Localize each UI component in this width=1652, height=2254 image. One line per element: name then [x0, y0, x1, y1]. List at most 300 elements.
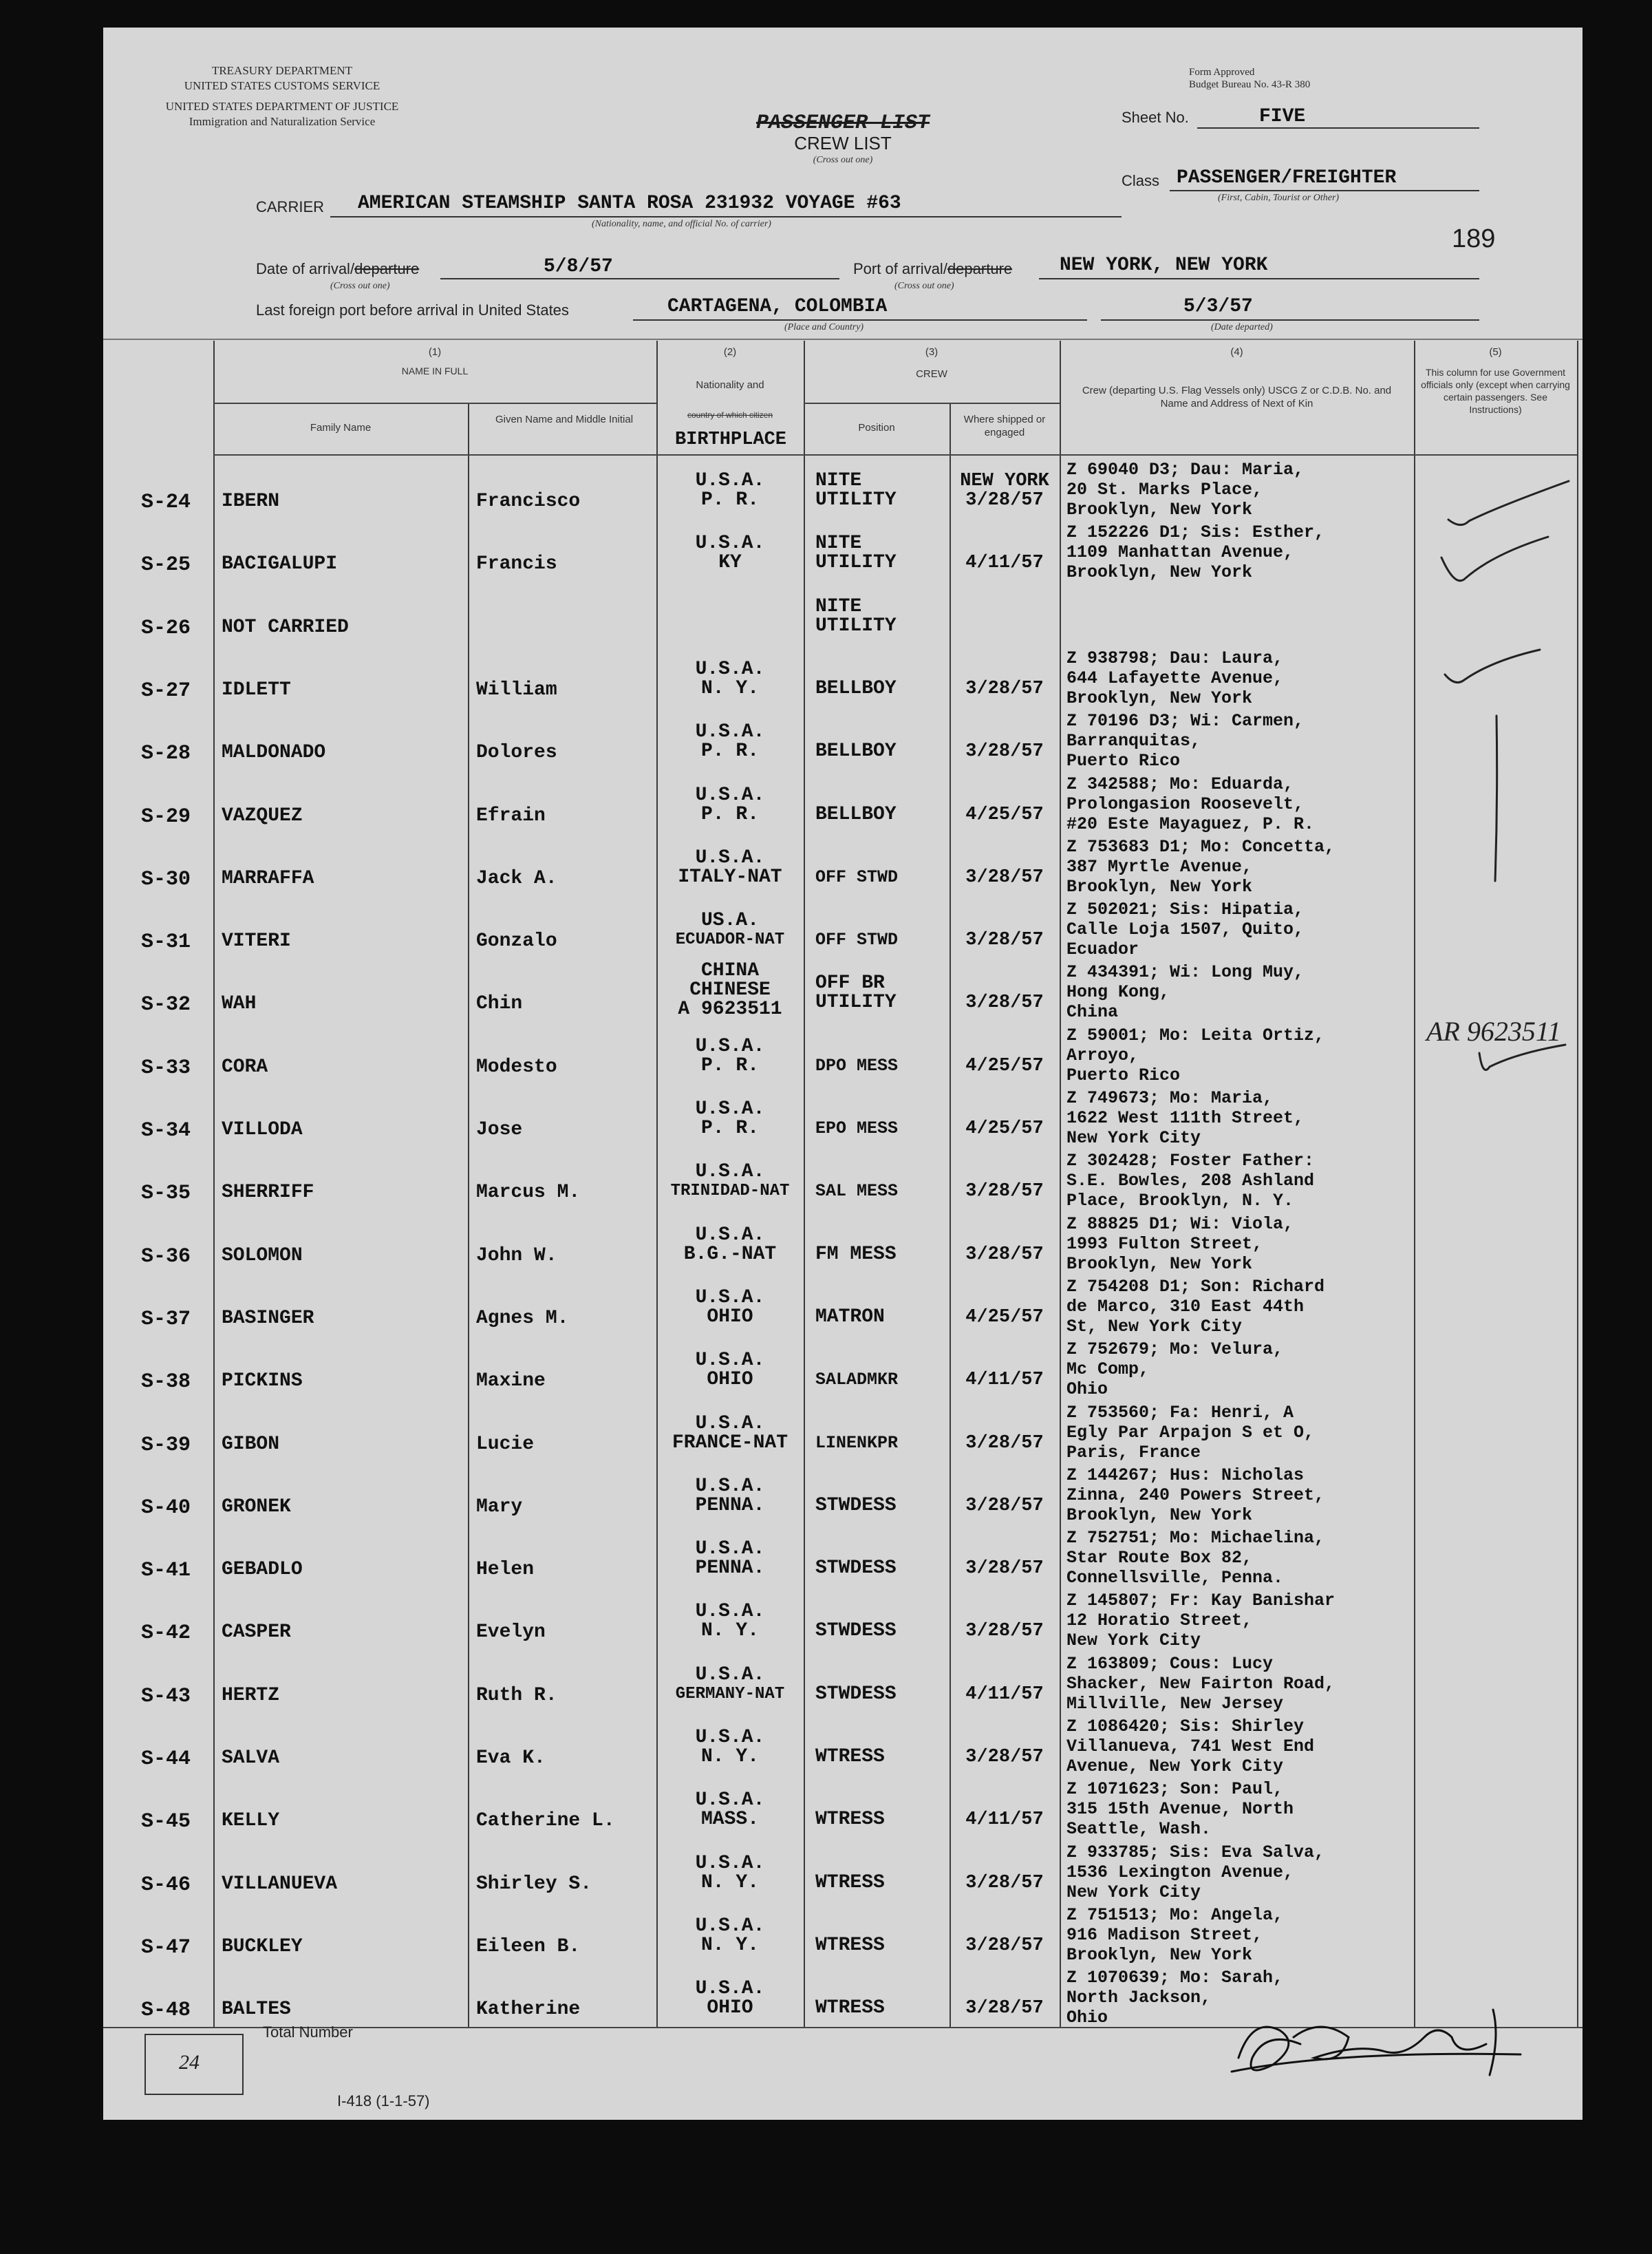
next-of-kin-line: Barranquitas,	[1066, 731, 1201, 751]
given-name: Efrain	[476, 805, 546, 827]
row-number: S-33	[141, 1056, 191, 1080]
nationality-line: MASS.	[700, 1809, 759, 1830]
nationality-line: P. R.	[700, 1055, 759, 1076]
row-number: S-41	[141, 1559, 191, 1582]
next-of-kin-line: Z 938798; Dau: Laura,	[1066, 648, 1284, 668]
budget-bureau: Budget Bureau No. 43-R 380	[1189, 79, 1311, 90]
row-number: S-43	[141, 1685, 191, 1708]
next-of-kin-line: 916 Madison Street,	[1066, 1925, 1263, 1945]
position-line: WTRESS	[815, 1935, 885, 1956]
nationality-line: U.S.A.	[695, 1350, 765, 1371]
col2-title: Nationality and	[696, 379, 764, 391]
next-of-kin-line: St, New York City	[1066, 1317, 1243, 1337]
nationality-line: U.S.A.	[695, 533, 765, 554]
nationality-line: U.S.A.	[695, 1224, 765, 1246]
family-name: BACIGALUPI	[222, 553, 338, 575]
given-name: Modesto	[476, 1056, 557, 1078]
nationality-line: P. R.	[700, 489, 759, 511]
next-of-kin-line: 1109 Manhattan Avenue,	[1066, 542, 1294, 562]
nationality-line: U.S.A.	[695, 1476, 765, 1497]
nationality-line: ECUADOR-NAT	[675, 931, 785, 949]
row-number: S-47	[141, 1936, 191, 1959]
next-of-kin-line: Puerto Rico	[1066, 751, 1181, 771]
nationality-line: U.S.A.	[695, 1601, 765, 1622]
position-line: WTRESS	[815, 1809, 885, 1830]
nationality-line: CHINA	[700, 960, 759, 981]
shipped-line: 3/28/57	[965, 1558, 1044, 1579]
shipped-line: 3/28/57	[965, 741, 1044, 762]
nationality-line: U.S.A.	[695, 785, 765, 806]
nationality-line: N. Y.	[700, 678, 759, 699]
shipped-line: 3/28/57	[965, 1496, 1044, 1516]
position-line: EPO MESS	[815, 1118, 899, 1138]
position-line: OFF STWD	[815, 930, 899, 950]
row-number: S-31	[141, 931, 191, 954]
shipped-line: 3/28/57	[965, 930, 1044, 950]
position-line: DPO MESS	[815, 1056, 899, 1076]
next-of-kin-line: Z 1071623; Son: Paul,	[1066, 1779, 1284, 1799]
given-name: Marcus M.	[476, 1182, 581, 1203]
nationality-line: GERMANY-NAT	[675, 1685, 785, 1703]
col2-number: (2)	[723, 346, 737, 358]
family-name: MALDONADO	[222, 742, 326, 763]
next-of-kin-line: Arroyo,	[1066, 1045, 1139, 1065]
nationality-line: OHIO	[707, 1369, 753, 1390]
given-name: Chin	[476, 993, 523, 1014]
position-line: SALADMKR	[815, 1370, 899, 1390]
next-of-kin-line: Z 754208 D1; Son: Richard	[1066, 1277, 1325, 1297]
next-of-kin-line: New York City	[1066, 1128, 1201, 1148]
shipped-line: 3/28/57	[965, 1433, 1044, 1454]
next-of-kin-line: Brooklyn, New York	[1066, 1945, 1253, 1965]
carrier-label: CARRIER	[256, 198, 325, 215]
agency-justice: UNITED STATES DEPARTMENT OF JUSTICE	[165, 100, 399, 113]
given-name: Catherine L.	[476, 1810, 615, 1831]
row-number: S-39	[141, 1434, 191, 1457]
given-name: Ruth R.	[476, 1685, 557, 1706]
next-of-kin-line: Avenue, New York City	[1066, 1756, 1284, 1776]
family-name: CORA	[222, 1056, 268, 1078]
next-of-kin-line: New York City	[1066, 1630, 1201, 1650]
family-name: VAZQUEZ	[222, 805, 303, 827]
nationality-line: U.S.A.	[695, 1853, 765, 1874]
nationality-line: U.S.A.	[695, 1664, 765, 1686]
next-of-kin-line: Z 749673; Mo: Maria,	[1066, 1088, 1274, 1108]
nationality-line: U.S.A.	[695, 1915, 765, 1937]
col3-number: (3)	[925, 346, 938, 358]
form-number: I-418 (1-1-57)	[337, 2092, 430, 2109]
port-label: Port of arrival/departure	[853, 260, 1013, 277]
agency-customs: UNITED STATES CUSTOMS SERVICE	[184, 79, 380, 92]
next-of-kin-line: 1993 Fulton Street,	[1066, 1234, 1263, 1254]
family-name: IBERN	[222, 491, 280, 512]
shipped-line: 3/28/57	[965, 1244, 1044, 1265]
nationality-line: FRANCE-NAT	[672, 1432, 789, 1454]
next-of-kin-line: New York City	[1066, 1882, 1201, 1902]
nationality-line: N. Y.	[700, 1935, 759, 1956]
nationality-line: P. R.	[700, 1118, 759, 1139]
next-of-kin-line: Z 69040 D3; Dau: Maria,	[1066, 460, 1305, 480]
col4-title: Crew (departing U.S. Flag Vessels only) USCG Z or C.D.B. No. and Name and Address of Next of Kin	[1082, 385, 1392, 410]
family-name: WAH	[222, 993, 257, 1014]
agency-treasury: TREASURY DEPARTMENT	[211, 64, 353, 77]
position-line: UTILITY	[815, 489, 897, 511]
position-line: WTRESS	[815, 1746, 885, 1767]
nationality-line: US.A.	[700, 910, 759, 931]
nationality-line: P. R.	[700, 741, 759, 762]
checkmark-icon	[1445, 650, 1540, 683]
nationality-line: N. Y.	[700, 1620, 759, 1641]
nationality-line: TRINIDAD-NAT	[670, 1182, 790, 1200]
row-number: S-24	[141, 491, 191, 514]
position-line: WTRESS	[815, 1872, 885, 1893]
position-line: OFF BR	[815, 972, 885, 994]
family-name: SALVA	[222, 1747, 280, 1769]
next-of-kin-line: Puerto Rico	[1066, 1065, 1181, 1085]
next-of-kin-line: de Marco, 310 East 44th	[1066, 1297, 1305, 1317]
shipped-line: 3/28/57	[965, 992, 1044, 1013]
given-name: Dolores	[476, 742, 557, 763]
row-number: S-32	[141, 993, 191, 1017]
family-name: VILLANUEVA	[222, 1873, 338, 1895]
nationality-line: U.S.A.	[695, 1789, 765, 1811]
next-of-kin-line: 1536 Lexington Avenue,	[1066, 1862, 1294, 1882]
next-of-kin-line: Mc Comp,	[1066, 1359, 1150, 1379]
given-name: Katherine	[476, 1999, 581, 2020]
next-of-kin-line: Brooklyn, New York	[1066, 1254, 1253, 1274]
crew-list-sheet	[103, 28, 1583, 2120]
carrier-note: (Nationality, name, and official No. of carrier)	[592, 219, 771, 229]
family-name: KELLY	[222, 1810, 280, 1831]
next-of-kin-line: Connellsville, Penna.	[1066, 1568, 1284, 1588]
col2-birthplace: BIRTHPLACE	[674, 429, 787, 450]
position-line: NITE	[815, 533, 862, 554]
passenger-list-struck: PASSENGER LIST	[755, 111, 930, 135]
total-value: 24	[179, 2051, 200, 2074]
row-number: S-25	[141, 553, 191, 577]
nationality-line: PENNA.	[695, 1495, 765, 1516]
col2-struck: country of which citizen	[687, 410, 773, 420]
next-of-kin-line: 1622 West 111th Street,	[1066, 1108, 1305, 1128]
col4-number: (4)	[1230, 346, 1243, 358]
next-of-kin-line: Z 752679; Mo: Velura,	[1066, 1339, 1284, 1359]
position-line: BELLBOY	[815, 804, 897, 825]
next-of-kin-line: 315 15th Avenue, North	[1066, 1799, 1294, 1819]
next-of-kin-line: Z 751513; Mo: Angela,	[1066, 1905, 1284, 1925]
col3-position-header: Position	[858, 422, 895, 434]
port-value: NEW YORK, NEW YORK	[1060, 255, 1268, 276]
next-of-kin-line: Z 502021; Sis: Hipatia,	[1066, 900, 1305, 919]
nationality-line: U.S.A.	[695, 1036, 765, 1057]
next-of-kin-line: Seattle, Wash.	[1066, 1819, 1212, 1839]
next-of-kin-line: Brooklyn, New York	[1066, 1505, 1253, 1525]
given-name: Francisco	[476, 491, 581, 512]
shipped-line: 4/11/57	[965, 1370, 1044, 1390]
col3-where-header: Where shipped or engaged	[963, 414, 1046, 438]
nationality-line: U.S.A.	[695, 1098, 765, 1120]
shipped-line: 4/25/57	[965, 1118, 1044, 1139]
official-signature	[1211, 1996, 1569, 2099]
row-number: S-48	[141, 1999, 191, 2022]
next-of-kin-line: Brooklyn, New York	[1066, 500, 1253, 520]
given-name: Francis	[476, 553, 557, 575]
shipped-line: 4/25/57	[965, 1056, 1044, 1076]
given-name: John W.	[476, 1245, 557, 1266]
family-name: BASINGER	[222, 1308, 314, 1329]
given-name: Mary	[476, 1496, 523, 1518]
nationality-line: U.S.A.	[695, 1978, 765, 1999]
lastport-value: CARTAGENA, COLOMBIA	[667, 296, 888, 317]
shipped-line: 4/11/57	[965, 553, 1044, 573]
nationality-line: U.S.A.	[695, 721, 765, 743]
next-of-kin-line: Brooklyn, New York	[1066, 562, 1253, 582]
nationality-line: U.S.A.	[695, 659, 765, 680]
family-name: IDLETT	[222, 679, 291, 701]
shipped-line: 3/28/57	[965, 1621, 1044, 1641]
nationality-line: ITALY-NAT	[678, 866, 782, 888]
next-of-kin-line: Place, Brooklyn, N. Y.	[1066, 1191, 1294, 1211]
position-line: SAL MESS	[815, 1181, 899, 1201]
form-approved: Form Approved	[1189, 67, 1255, 78]
row-number: S-44	[141, 1747, 191, 1771]
class-label: Class	[1122, 172, 1160, 189]
next-of-kin-line: Z 88825 D1; Wi: Viola,	[1066, 1214, 1294, 1234]
next-of-kin-line: Z 753560; Fa: Henri, A	[1066, 1403, 1294, 1423]
row-number: S-26	[141, 617, 191, 640]
shipped-line: 4/11/57	[965, 1684, 1044, 1705]
given-name: Eva K.	[476, 1747, 546, 1769]
family-name: SOLOMON	[222, 1245, 303, 1266]
position-line: BELLBOY	[815, 678, 897, 699]
next-of-kin-line: Z 342588; Mo: Eduarda,	[1066, 774, 1294, 794]
next-of-kin-line: Prolongasion Roosevelt,	[1066, 794, 1305, 814]
arrival-note: (Cross out one)	[330, 281, 390, 291]
next-of-kin-line: China	[1066, 1002, 1119, 1022]
col1-given-header: Given Name and Middle Initial	[495, 414, 634, 425]
given-name: Agnes M.	[476, 1308, 569, 1329]
given-name: Gonzalo	[476, 931, 557, 952]
position-line: STWDESS	[815, 1683, 897, 1705]
next-of-kin-line: Z 1086420; Sis: Shirley	[1066, 1716, 1305, 1736]
next-of-kin-line: Z 145807; Fr: Kay Banishar	[1066, 1591, 1335, 1610]
row-number: S-34	[141, 1119, 191, 1142]
nationality-line: U.S.A.	[695, 470, 765, 491]
shipped-line: 3/28/57	[965, 1873, 1044, 1893]
nationality-line: U.S.A.	[695, 847, 765, 869]
row-number: S-40	[141, 1496, 191, 1520]
nationality-line: U.S.A.	[695, 1727, 765, 1748]
government-checkmarks	[1414, 454, 1577, 2027]
family-name: BALTES	[222, 1999, 291, 2020]
given-name: Maxine	[476, 1370, 546, 1392]
row-number: S-46	[141, 1873, 191, 1897]
next-of-kin-line: Ohio	[1066, 1379, 1108, 1399]
checkmark-icon	[1448, 481, 1569, 525]
next-of-kin-line: North Jackson,	[1066, 1988, 1212, 2008]
next-of-kin-line: Brooklyn, New York	[1066, 688, 1253, 708]
class-value: PASSENGER/FREIGHTER	[1177, 167, 1397, 189]
family-name: MARRAFFA	[222, 868, 314, 889]
port-note: (Cross out one)	[894, 281, 954, 291]
nationality-line: P. R.	[700, 804, 759, 825]
family-name: HERTZ	[222, 1685, 280, 1706]
nationality-line: PENNA.	[695, 1557, 765, 1579]
col1-title: NAME IN FULL	[401, 365, 469, 376]
nationality-line: OHIO	[707, 1997, 753, 2019]
next-of-kin-line: Z 434391; Wi: Long Muy,	[1066, 962, 1305, 982]
shipped-line: 4/25/57	[965, 805, 1044, 825]
next-of-kin-line: Z 70196 D3; Wi: Carmen,	[1066, 711, 1305, 731]
position-line: UTILITY	[815, 552, 897, 573]
total-label: Total Number	[263, 2023, 353, 2041]
departed-note: (Date departed)	[1211, 322, 1273, 332]
next-of-kin-line: Z 152226 D1; Sis: Esther,	[1066, 522, 1325, 542]
row-number: S-30	[141, 868, 191, 891]
nationality-line: N. Y.	[700, 1746, 759, 1767]
given-name: Evelyn	[476, 1622, 546, 1643]
given-name: Lucie	[476, 1434, 535, 1455]
nationality-line: KY	[718, 552, 742, 573]
position-line: LINENKPR	[815, 1433, 899, 1453]
nationality-line: N. Y.	[700, 1872, 759, 1893]
given-name: Helen	[476, 1559, 535, 1580]
row-number: S-37	[141, 1308, 191, 1331]
nationality-line: CHINESE	[689, 979, 771, 1001]
sheet-label: Sheet No.	[1122, 109, 1189, 126]
next-of-kin-line: Millville, New Jersey	[1066, 1694, 1284, 1714]
family-name: NOT CARRIED	[222, 617, 349, 638]
checkmark-icon	[1479, 1045, 1565, 1070]
next-of-kin-line: Egly Par Arpajon S et O,	[1066, 1423, 1315, 1443]
position-line: STWDESS	[815, 1495, 897, 1516]
shipped-line: 3/28/57	[965, 490, 1044, 511]
col1-number: (1)	[428, 346, 442, 358]
position-line: MATRON	[815, 1306, 885, 1328]
next-of-kin-line: Z 933785; Sis: Eva Salva,	[1066, 1842, 1325, 1862]
position-line: UTILITY	[815, 992, 897, 1013]
sheet-value: FIVE	[1259, 106, 1306, 127]
next-of-kin-line: 12 Horatio Street,	[1066, 1610, 1253, 1630]
shipped-line: 4/11/57	[965, 1809, 1044, 1830]
family-name: SHERRIFF	[222, 1182, 314, 1203]
row-number: S-42	[141, 1622, 191, 1645]
next-of-kin-line: Ohio	[1066, 2008, 1108, 2028]
next-of-kin-line: Star Route Box 82,	[1066, 1548, 1253, 1568]
family-name: VITERI	[222, 931, 291, 952]
shipped-line: 3/28/57	[965, 1181, 1044, 1202]
given-name: Jack A.	[476, 868, 557, 889]
given-name: Jose	[476, 1119, 523, 1140]
nationality-line: U.S.A.	[695, 1161, 765, 1182]
row-number: S-27	[141, 679, 191, 703]
given-name: William	[476, 679, 557, 701]
next-of-kin-line: #20 Este Mayaguez, P. R.	[1066, 814, 1315, 834]
position-line: BELLBOY	[815, 741, 897, 762]
row-number: S-38	[141, 1370, 191, 1394]
row-number: S-29	[141, 805, 191, 829]
next-of-kin-line: 20 St. Marks Place,	[1066, 480, 1263, 500]
next-of-kin-line: Z 163809; Cous: Lucy	[1066, 1654, 1274, 1674]
next-of-kin-line: Calle Loja 1507, Quito,	[1066, 919, 1305, 939]
crew-list-title: CREW LIST	[794, 133, 892, 153]
next-of-kin-line: Z 753683 D1; Mo: Concetta,	[1066, 837, 1335, 857]
shipped-line: NEW YORK	[960, 471, 1049, 491]
given-name: Eileen B.	[476, 1936, 581, 1957]
next-of-kin-line: Z 144267; Hus: Nicholas	[1066, 1465, 1305, 1485]
nationality-line: U.S.A.	[695, 1287, 765, 1308]
nationality-line: U.S.A.	[695, 1538, 765, 1560]
lastport-label: Last foreign port before arrival in United States	[256, 301, 569, 319]
next-of-kin-line: Z 752751; Mo: Michaelina,	[1066, 1528, 1325, 1548]
next-of-kin-line: Z 302428; Foster Father:	[1066, 1151, 1315, 1171]
next-of-kin-line: Paris, France	[1066, 1443, 1201, 1463]
shipped-line: 3/28/57	[965, 1935, 1044, 1956]
checkmark-icon	[1441, 537, 1548, 581]
next-of-kin-line: 644 Lafayette Avenue,	[1066, 668, 1284, 688]
family-name: PICKINS	[222, 1370, 303, 1392]
position-line: NITE	[815, 470, 862, 491]
class-note: (First, Cabin, Tourist or Other)	[1218, 193, 1340, 203]
next-of-kin-line: Ecuador	[1066, 939, 1139, 959]
lastport-note: (Place and Country)	[784, 322, 864, 332]
arrival-value: 5/8/57	[544, 256, 613, 277]
family-name: GRONEK	[222, 1496, 291, 1518]
family-name: CASPER	[222, 1622, 291, 1643]
next-of-kin-line: S.E. Bowles, 208 Ashland	[1066, 1171, 1315, 1191]
col5-number: (5)	[1489, 346, 1502, 358]
position-line: FM MESS	[815, 1244, 897, 1265]
tick-line-icon	[1495, 716, 1497, 881]
agency-ins: Immigration and Naturalization Service	[189, 115, 376, 128]
row-number: S-36	[141, 1245, 191, 1268]
nationality-line: OHIO	[707, 1306, 753, 1328]
col1-family-header: Family Name	[310, 422, 372, 434]
title-note: (Cross out one)	[813, 155, 873, 165]
position-line: STWDESS	[815, 1620, 897, 1641]
position-line: NITE	[815, 596, 862, 617]
family-name: VILLODA	[222, 1119, 303, 1140]
next-of-kin-line: Z 59001; Mo: Leita Ortiz,	[1066, 1025, 1325, 1045]
col5-title: This column for use Government officials only (except when carrying certain passengers. See Instructions)	[1421, 367, 1570, 415]
shipped-line: 4/25/57	[965, 1307, 1044, 1328]
position-line: OFF STWD	[815, 867, 899, 887]
nationality-line: B.G.-NAT	[683, 1244, 777, 1265]
carrier-value: AMERICAN STEAMSHIP SANTA ROSA 231932 VOYAGE #63	[358, 193, 901, 214]
family-name: BUCKLEY	[222, 1936, 303, 1957]
alien-registration-note: AR 9623511	[1426, 1016, 1561, 1047]
nationality-line: U.S.A.	[695, 1413, 765, 1434]
position-line: WTRESS	[815, 1997, 885, 2019]
position-line: STWDESS	[815, 1557, 897, 1579]
row-number: S-45	[141, 1810, 191, 1833]
next-of-kin-line: Villanueva, 741 West End	[1066, 1736, 1315, 1756]
position-line: UTILITY	[815, 615, 897, 637]
departed-value: 5/3/57	[1183, 296, 1253, 317]
family-name: GEBADLO	[222, 1559, 303, 1580]
next-of-kin-line: Z 1070639; Mo: Sarah,	[1066, 1968, 1284, 1988]
next-of-kin-line: 387 Myrtle Avenue,	[1066, 857, 1253, 877]
nationality-line: A 9623511	[678, 999, 782, 1020]
next-of-kin-line: Zinna, 240 Powers Street,	[1066, 1485, 1325, 1505]
page-number: 189	[1452, 224, 1496, 253]
arrival-label: Date of arrival/departure	[256, 260, 420, 277]
next-of-kin-line: Hong Kong,	[1066, 982, 1170, 1002]
shipped-line: 3/28/57	[965, 1998, 1044, 2019]
family-name: GIBON	[222, 1434, 280, 1455]
given-name: Shirley S.	[476, 1873, 592, 1895]
shipped-line: 3/28/57	[965, 679, 1044, 699]
shipped-line: 3/28/57	[965, 1747, 1044, 1767]
